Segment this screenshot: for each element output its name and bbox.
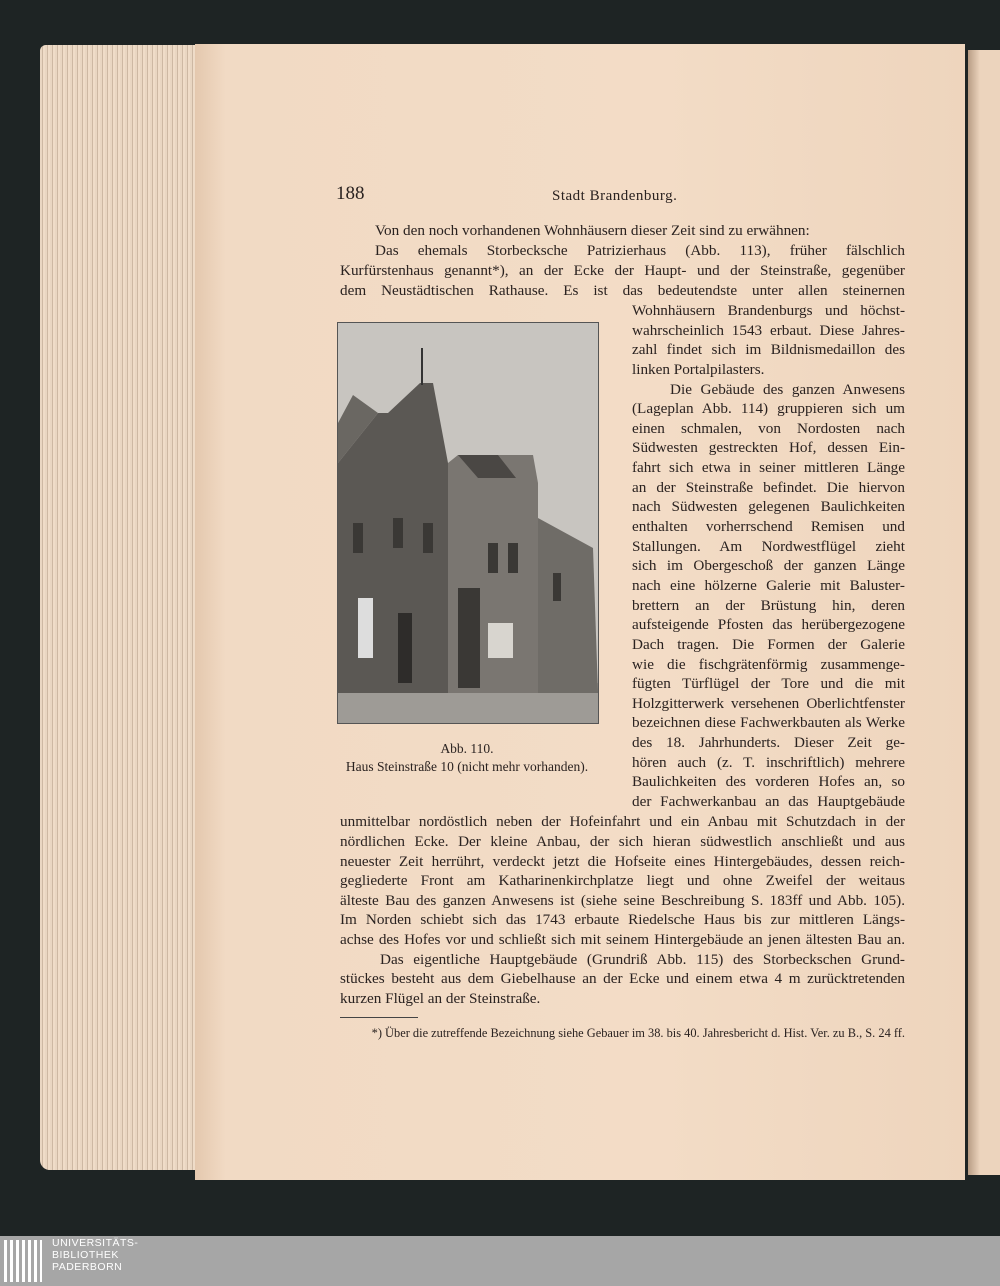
text-line: Stallungen. Am Nordwestflügel zieht [632,538,905,555]
text-line: dem Neustädtischen Rathause. Es ist das bedeutendste unter allen steinernen [340,282,905,299]
text-line: älteste Bau des ganzen Anwesens ist (siehe seine Beschreibung S. 183ff und Abb. 105). [340,892,905,909]
text-line: Die Gebäude des ganzen Anwesens [670,381,905,398]
figure-label: Abb. 110. [440,741,494,756]
text-line: fügten Türflügel der Tore und die mit [632,675,905,692]
text-line: Wohnhäusern Brandenburgs und höchst- [632,302,905,319]
text-line: unmittelbar nordöstlich neben der Hofeinfahrt und ein Anbau mit Schutzdach in der [340,813,905,830]
text-line: Südwesten gestreckten Hof, dessen Ein- [632,439,905,456]
text-line: nach Südwesten gelegenen Baulichkeiten [632,498,905,515]
text-line: des 18. Jahrhunderts. Dieser Zeit ge- [632,734,905,751]
house-illustration [338,323,598,723]
text-line: brettern an der Brüstung hin, deren [632,597,905,614]
page-number: 188 [336,183,365,204]
text-line: der Fachwerkanbau an das Hauptgebäude [632,793,905,810]
text-line: wahrscheinlich 1543 erbaut. Diese Jahres- [632,322,905,339]
text-line: wie die fischgrätenförmig zusammenge- [632,656,905,673]
text-line: nach eine hölzerne Galerie mit Baluster- [632,577,905,594]
next-page-edge [968,50,1000,1175]
text-line: bezeichnen diese Fachwerkbauten als Werke [632,714,905,731]
text-line: Das ehemals Storbecksche Patrizierhaus (Abb. 113), früher fälschlich [375,242,905,259]
text-line: nördlichen Ecke. Der kleine Anbau, der sich hieran südwestlich anschließt und aus [340,833,905,850]
text-line: Das eigentliche Hauptgebäude (Grundriß Abb. 115) des Storbeckschen Grund- [380,951,905,968]
logo-text-1: UNIVERSITÄTS- [52,1237,139,1249]
text-line: achse des Hofes vor und schließt sich mit seinem Hintergebäude an jenen ältesten Bau an. [340,931,905,948]
logo-text-3: PADERBORN [52,1261,123,1273]
text-line: Baulichkeiten des vorderen Hofes an, so [632,773,905,790]
text-line: linken Portalpilasters. [632,361,765,378]
logo-text-2: BIBLIOTHEK [52,1249,119,1261]
page-edges [40,45,198,1170]
text-line: an der Steinstraße befindet. Die hiervon [632,479,905,496]
footnote: *) Über die zutreffende Bezeichnung siehe Gebauer im 38. bis 40. Jahresbericht d. Hist. Ver. zu B., S. 24 ff. [371,1026,905,1040]
library-logo-icon [4,1240,42,1282]
text-line: Von den noch vorhandenen Wohnhäusern dieser Zeit sind zu erwähnen: [375,222,810,239]
text-line: (Lageplan Abb. 114) gruppieren sich um [632,400,905,417]
text-line: stückes besteht aus dem Giebelhause an der Ecke und einem etwa 4 m zurücktretenden [340,970,905,987]
text-line: gegliederte Front am Katharinenkirchplatze liegt und ohne Zweifel der weitaus [340,872,905,889]
text-line: sich im Obergeschoß der ganzen Länge [632,557,905,574]
text-line: enthalten vorherrschend Remisen und [632,518,905,535]
text-line: Kurfürstenhaus genannt*), an der Ecke der Haupt- und der Steinstraße, gegenüber [340,262,905,279]
text-line: aufsteigende Pfosten das herübergezogene [632,616,905,633]
text-line: neuester Zeit herrührt, verdeckt jetzt die Hofseite eines Hintergebäudes, dessen reich- [340,853,905,870]
text-line: zahl findet sich im Bildnismedaillon des [632,341,905,358]
library-footer-bar [0,1236,1000,1286]
footnote-rule [340,1017,418,1018]
text-line: einen schmalen, von Nordosten nach [632,420,905,437]
text-line: fahrt sich etwa in seiner mittleren Länge [632,459,905,476]
text-line: hören auch (z. T. inschriftlich) mehrere [632,754,905,771]
text-line: Holzgitterwerk versehenen Oberlichtfenster [632,695,905,712]
figure-photo-house [337,322,599,724]
running-title: Stadt Brandenburg. [552,188,678,204]
text-line: Im Norden schiebt sich das 1743 erbaute Riedelsche Haus bis zur mittleren Längs- [340,911,905,928]
text-line: kurzen Flügel an der Steinstraße. [340,990,541,1007]
figure-caption: Haus Steinstraße 10 (nicht mehr vorhanden). [345,759,589,774]
text-line: Dach tragen. Die Formen der Galerie [632,636,905,653]
